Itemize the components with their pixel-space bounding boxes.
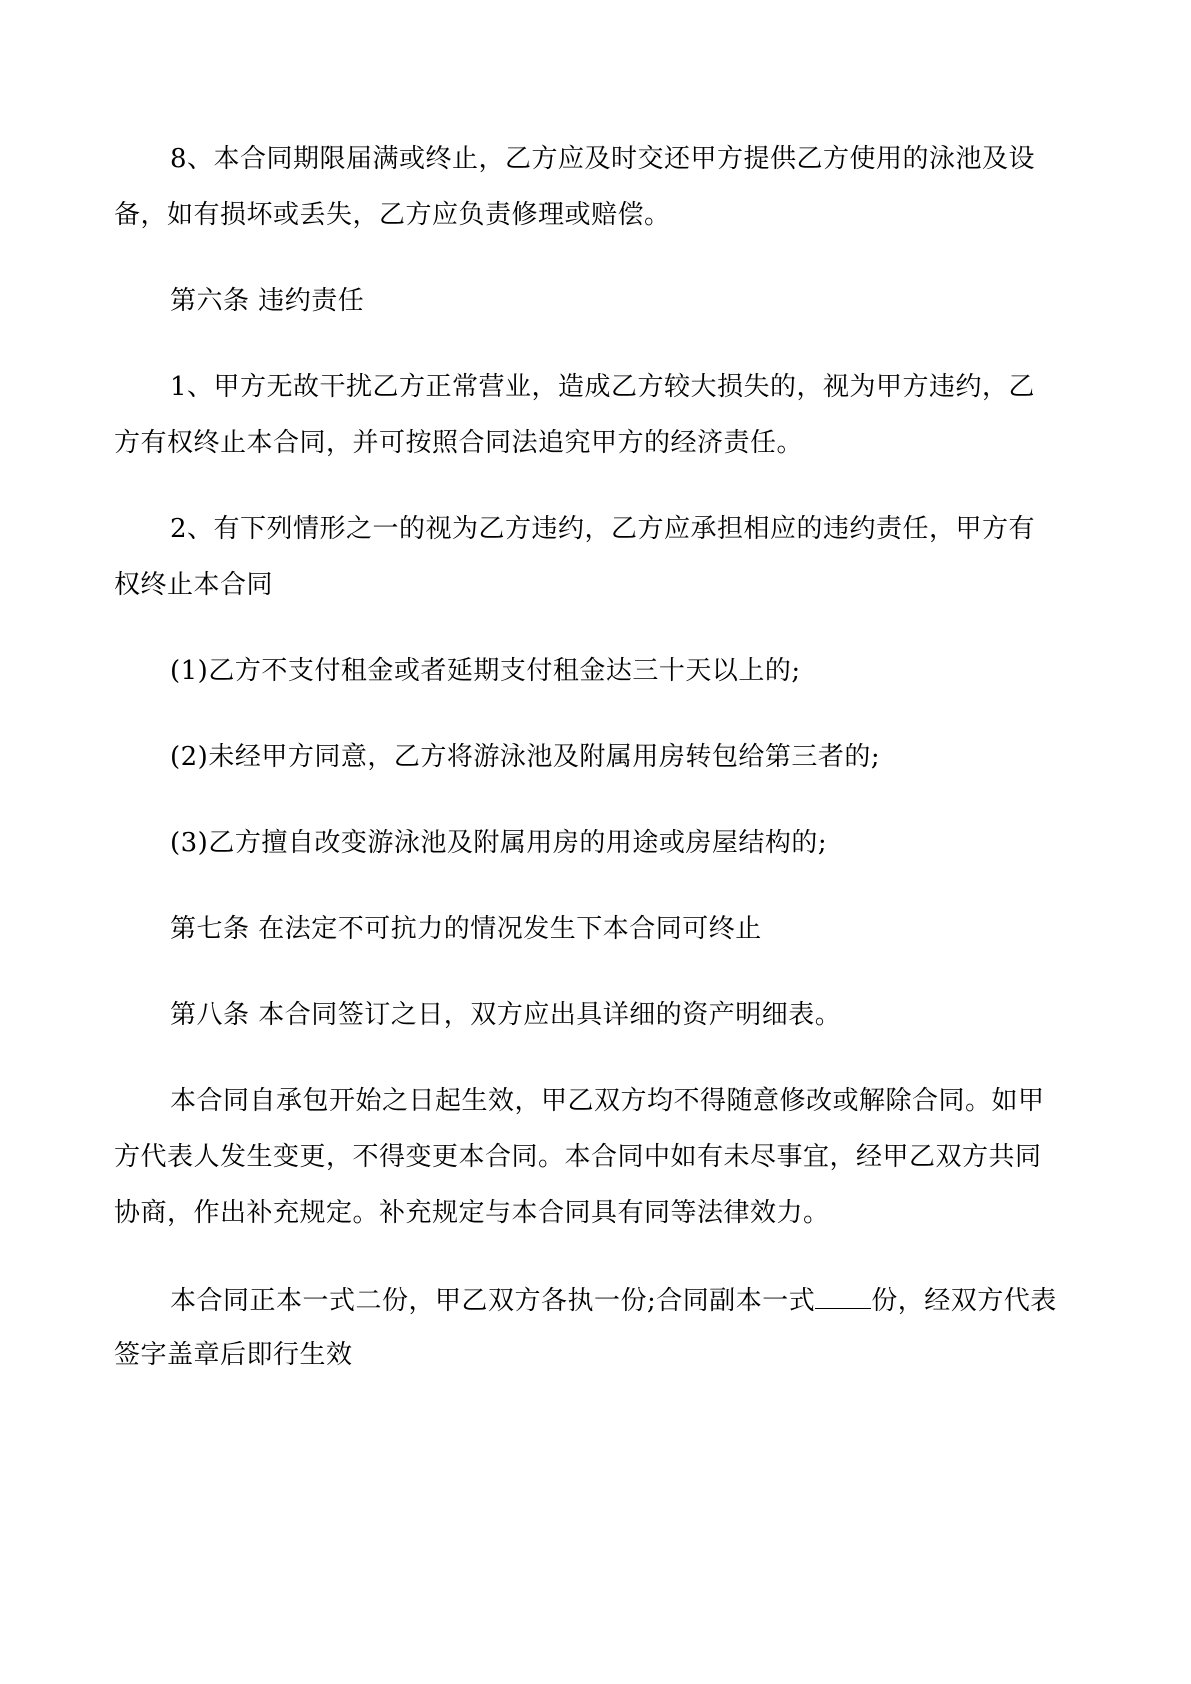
article-6-item-1-line-1: 1、甲方无故干扰乙方正常营业，造成乙方较大损失的，视为甲方违约，乙 [170,372,1036,402]
copies-count-blank [815,1286,871,1309]
subitem-3: (3)乙方擅自改变游泳池及附属用房的用途或房屋结构的; [170,828,828,858]
subitem-2: (2)未经甲方同意，乙方将游泳池及附属用房转包给第三者的; [170,742,881,772]
copies-line-1-text-after-blank: 份，经双方代表 [871,1286,1057,1316]
effectiveness-line-2: 方代表人发生变更，不得变更本合同。本合同中如有未尽事宜，经甲乙双方共同 [114,1142,1042,1172]
effectiveness-line-3: 协商，作出补充规定。补充规定与本合同具有同等法律效力。 [114,1198,830,1228]
subitem-1: (1)乙方不支付租金或者延期支付租金达三十天以上的; [170,656,801,686]
effectiveness-line-1: 本合同自承包开始之日起生效，甲乙双方均不得随意修改或解除合同。如甲 [170,1086,1045,1116]
clause-8-line-1: 8、本合同期限届满或终止，乙方应及时交还甲方提供乙方使用的泳池及设 [170,144,1036,174]
article-6-item-1-line-2: 方有权终止本合同，并可按照合同法追究甲方的经济责任。 [114,428,804,458]
article-6-heading: 第六条 违约责任 [170,286,365,316]
copies-line-2: 签字盖章后即行生效 [114,1340,353,1370]
article-7: 第七条 在法定不可抗力的情况发生下本合同可终止 [170,914,762,944]
copies-line-1 [170,1286,1057,1314]
article-6-item-2-line-2: 权终止本合同 [114,570,274,600]
article-6-item-2-line-1: 2、有下列情形之一的视为乙方违约，乙方应承担相应的违约责任，甲方有 [170,514,1036,544]
article-8: 第八条 本合同签订之日，双方应出具详细的资产明细表。 [170,1000,842,1030]
clause-8-line-2: 备，如有损坏或丢失，乙方应负责修理或赔偿。 [114,200,671,230]
copies-line-1-text-before-blank: 本合同正本一式二份，甲乙双方各执一份;合同副本一式 [170,1286,816,1316]
